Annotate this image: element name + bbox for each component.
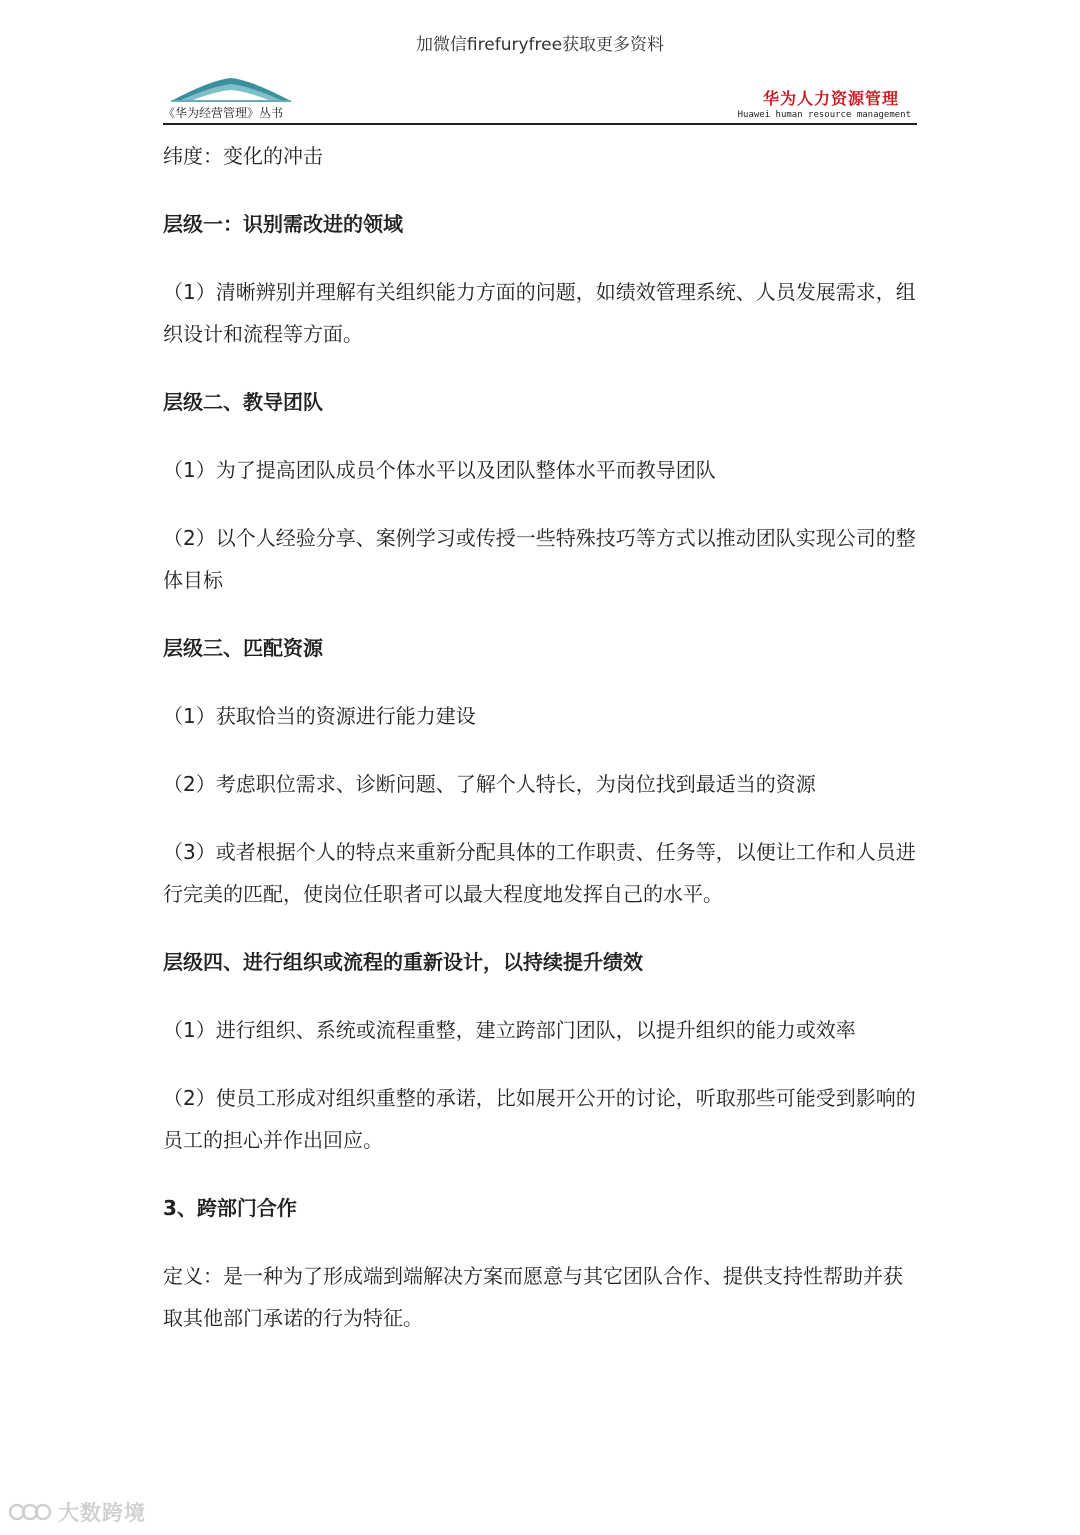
section-heading: 层级一：识别需改进的领域 xyxy=(163,212,403,236)
paragraph: （1）清晰辨别并理解有关组织能力方面的问题，如绩效管理系统、人员发展需求，组织设计和流程等方面。 xyxy=(163,280,916,346)
section-heading: 3、跨部门合作 xyxy=(163,1196,297,1220)
document-body xyxy=(163,135,919,1365)
top-note: 加微信firefuryfree获取更多资料 xyxy=(415,35,665,55)
section-heading: 层级二、教导团队 xyxy=(163,390,323,414)
brand-subtitle: Huawei human resource management xyxy=(737,110,911,120)
dashuo-logo-icon xyxy=(8,1501,52,1523)
brand-title: 华为人力资源管理 xyxy=(762,89,899,108)
series-name: 《华为经营管理》丛书 xyxy=(163,106,284,120)
paragraph: （1）为了提高团队成员个体水平以及团队整体水平而教导团队 xyxy=(163,458,716,482)
header-divider xyxy=(163,123,917,125)
watermark xyxy=(8,1497,146,1527)
mountain-logo-icon xyxy=(171,76,291,102)
paragraph: （1）获取恰当的资源进行能力建设 xyxy=(163,704,476,728)
paragraph: （1）进行组织、系统或流程重整，建立跨部门团队，以提升组织的能力或效率 xyxy=(163,1018,856,1042)
section-heading: 层级四、进行组织或流程的重新设计，以持续提升绩效 xyxy=(163,950,643,974)
page-header xyxy=(163,76,917,124)
paragraph: 定义：是一种为了形成端到端解决方案而愿意与其它团队合作、提供支持性帮助并获取其他部门承诺的行为特征。 xyxy=(163,1264,903,1330)
section-heading: 层级三、匹配资源 xyxy=(163,636,323,660)
watermark-text: 大数跨境 xyxy=(58,1501,146,1525)
paragraph: （2）以个人经验分享、案例学习或传授一些特殊技巧等方式以推动团队实现公司的整体目标 xyxy=(163,526,916,592)
paragraph: （2）使员工形成对组织重整的承诺，比如展开公开的讨论，听取那些可能受到影响的员工的担心并作出回应。 xyxy=(163,1086,916,1152)
paragraph: 纬度：变化的冲击 xyxy=(163,144,323,168)
paragraph: （3）或者根据个人的特点来重新分配具体的工作职责、任务等，以便让工作和人员进行完美的匹配，使岗位任职者可以最大程度地发挥自己的水平。 xyxy=(163,840,916,906)
paragraph: （2）考虑职位需求、诊断问题、了解个人特长，为岗位找到最适当的资源 xyxy=(163,772,816,796)
